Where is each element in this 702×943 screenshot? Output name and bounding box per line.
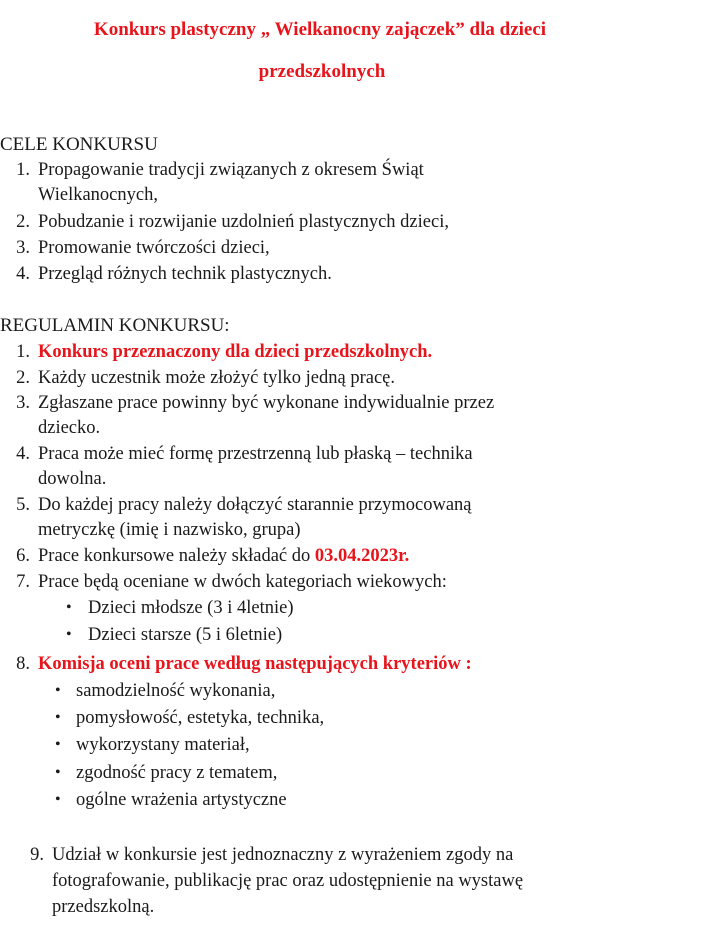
reg-item-9-line-2: fotografowanie, publikację prac oraz udostępnienie na wystawę: [52, 871, 524, 891]
reg-item-8: Komisja oceni prace według następujących kryteriów :: [38, 654, 472, 674]
page-title-line-2: przedszkolnych: [258, 61, 386, 82]
cele-num-1: 1.: [16, 160, 30, 180]
criteria-bullet-3: •: [55, 736, 61, 753]
reg-num-5: 5.: [16, 495, 30, 515]
regulamin-heading: REGULAMIN KONKURSU:: [0, 315, 230, 336]
reg-item-3-line-1: Zgłaszane prace powinny być wykonane indywidualnie przez: [38, 393, 495, 413]
reg-num-3: 3.: [16, 393, 30, 413]
reg-item-5-line-1: Do każdej pracy należy dołączyć starannie przymocowaną: [38, 495, 472, 515]
cele-item-3: Promowanie twórczości dzieci,: [38, 238, 270, 258]
category-2: Dzieci starsze (5 i 6letnie): [88, 625, 283, 645]
cele-num-2: 2.: [16, 212, 30, 232]
criteria-3: wykorzystany materiał,: [76, 735, 250, 755]
category-1: Dzieci młodsze (3 i 4letnie): [88, 598, 294, 618]
cele-item-4: Przegląd różnych technik plastycznych.: [38, 264, 332, 284]
reg-item-1: Konkurs przeznaczony dla dzieci przedszkolnych.: [38, 342, 433, 362]
reg-item-4-line-2: dowolna.: [38, 469, 107, 489]
reg-item-7: Prace będą oceniane w dwóch kategoriach wiekowych:: [38, 572, 447, 592]
reg-num-4: 4.: [16, 444, 30, 464]
reg-num-7: 7.: [16, 572, 30, 592]
category-bullet-2: •: [66, 626, 72, 643]
category-bullet-1: •: [66, 599, 72, 616]
reg-item-9-line-3: przedszkolną.: [52, 897, 155, 917]
reg-item-2: Każdy uczestnik może złożyć tylko jedną pracę.: [38, 368, 395, 388]
criteria-bullet-5: •: [55, 791, 61, 808]
reg-num-1: 1.: [16, 342, 30, 362]
reg-item-5-line-2: metryczkę (imię i nazwisko, grupa): [38, 520, 301, 540]
criteria-bullet-1: •: [55, 682, 61, 699]
criteria-2: pomysłowość, estetyka, technika,: [76, 708, 325, 728]
criteria-4: zgodność pracy z tematem,: [76, 763, 278, 783]
reg-num-9: 9.: [30, 845, 44, 865]
reg-item-9-line-1: Udział w konkursie jest jednoznaczny z wyrażeniem zgody na: [52, 845, 514, 865]
cele-num-4: 4.: [16, 264, 30, 284]
page-title-line-1: Konkurs plastyczny „ Wielkanocny zajączek” dla dzieci: [93, 19, 547, 40]
reg-item-4-line-1: Praca może mieć formę przestrzenną lub płaską – technika: [38, 444, 473, 464]
criteria-1: samodzielność wykonania,: [76, 681, 276, 701]
reg-num-2: 2.: [16, 368, 30, 388]
cele-heading: CELE KONKURSU: [0, 134, 158, 155]
cele-item-1-line-2: Wielkanocnych,: [38, 185, 158, 205]
criteria-bullet-2: •: [55, 709, 61, 726]
cele-item-2: Pobudzanie i rozwijanie uzdolnień plastycznych dzieci,: [38, 212, 449, 232]
cele-item-1-line-1: Propagowanie tradycji związanych z okresem Świąt: [38, 160, 424, 180]
criteria-5: ogólne wrażenia artystyczne: [76, 790, 287, 810]
criteria-bullet-4: •: [55, 764, 61, 781]
reg-item-6-text: Prace konkursowe należy składać do: [38, 546, 315, 566]
cele-num-3: 3.: [16, 238, 30, 258]
reg-num-6: 6.: [16, 546, 30, 566]
reg-item-6: [38, 544, 409, 568]
reg-num-8: 8.: [16, 654, 30, 674]
reg-item-3-line-2: dziecko.: [38, 418, 101, 438]
reg-item-6-date: 03.04.2023r.: [314, 546, 410, 566]
